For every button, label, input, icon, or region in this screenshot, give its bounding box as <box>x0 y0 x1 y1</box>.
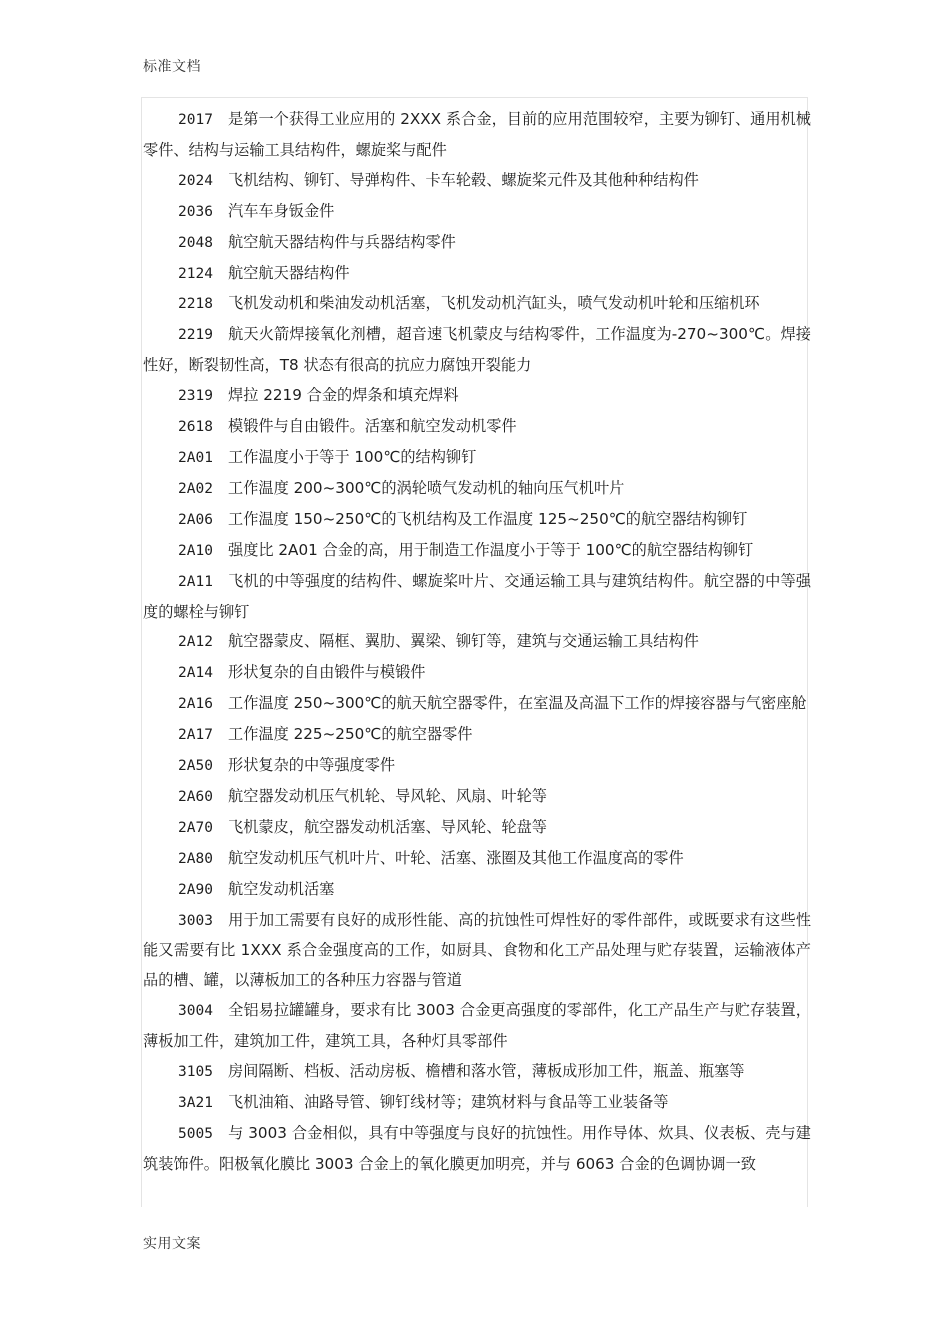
alloy-entry <box>143 751 811 782</box>
alloy-application: 航空发动机活塞 <box>228 879 335 898</box>
alloy-code: 2A17 <box>178 727 213 744</box>
alloy-code: 3003 <box>178 912 213 929</box>
alloy-application: 航空航天器结构件与兵器结构零件 <box>228 232 456 251</box>
alloy-code: 2A10 <box>178 542 213 559</box>
alloy-code: 2A50 <box>178 758 213 775</box>
alloy-application: 强度比 2A01 合金的高，用于制造工作温度小于等于 100℃的航空器结构铆钉 <box>228 540 754 559</box>
alloy-code: 2036 <box>178 203 213 220</box>
alloy-application: 工作温度小于等于 100℃的结构铆钉 <box>228 447 477 466</box>
alloy-code: 3105 <box>178 1064 213 1081</box>
alloy-code: 2024 <box>178 172 213 189</box>
alloy-code: 2A80 <box>178 850 213 867</box>
alloy-entry <box>143 689 811 720</box>
alloy-code: 2A60 <box>178 788 213 805</box>
alloy-entry <box>143 1119 811 1180</box>
alloy-application: 飞机的中等强度的结构件、螺旋桨叶片、交通运输工具与建筑结构件。航空器的中等强度的螺栓与铆钉 <box>143 571 811 621</box>
alloy-application: 飞机发动机和柴油发动机活塞，飞机发动机汽缸头，喷气发动机叶轮和压缩机环 <box>228 294 760 313</box>
alloy-application: 与 3003 合金相似，具有中等强度与良好的抗蚀性。用作导体、炊具、仪表板、壳与建筑装饰件。阳极氧化膜比 3003 合金上的氧化膜更加明亮，并与 6063 合金的色调协调一致 <box>143 1123 811 1173</box>
alloy-code: 2048 <box>178 234 213 251</box>
alloy-entry <box>143 1057 811 1088</box>
alloy-code: 2319 <box>178 388 213 405</box>
alloy-application: 焊拉 2219 合金的焊条和填充焊料 <box>228 386 459 405</box>
alloy-code: 2A11 <box>178 573 213 590</box>
alloy-entry <box>143 536 811 567</box>
alloy-application: 航空发动机压气机叶片、叶轮、活塞、涨圈及其他工作温度高的零件 <box>228 848 684 867</box>
page-footer: 实用文案 <box>143 1236 201 1252</box>
alloy-code: 2A06 <box>178 511 213 528</box>
alloy-entry <box>143 567 811 628</box>
alloy-code: 2218 <box>178 296 213 313</box>
alloy-code: 2A01 <box>178 449 213 466</box>
alloy-entry <box>143 906 811 997</box>
alloy-application: 工作温度 200~300℃的涡轮喷气发动机的轴向压气机叶片 <box>228 478 625 497</box>
alloy-entry <box>143 720 811 751</box>
alloy-entry <box>143 259 811 290</box>
alloy-code: 2017 <box>178 112 213 128</box>
alloy-code: 2A16 <box>178 696 213 713</box>
alloy-code: 2A14 <box>178 665 213 682</box>
alloy-code: 2A90 <box>178 881 213 898</box>
alloy-code: 2219 <box>178 327 213 344</box>
alloy-entry <box>143 320 811 381</box>
alloy-entry <box>143 105 811 166</box>
alloy-entry <box>143 996 811 1057</box>
alloy-application: 房间隔断、档板、活动房板、檐槽和落水管，薄板成形加工件，瓶盖、瓶塞等 <box>228 1062 745 1081</box>
alloy-application: 航空器蒙皮、隔框、翼肋、翼梁、铆钉等，建筑与交通运输工具结构件 <box>228 632 699 651</box>
alloy-entry <box>143 782 811 813</box>
alloy-code: 2A12 <box>178 634 213 651</box>
alloy-application: 工作温度 150~250℃的飞机结构及工作温度 125~250℃的航空器结构铆钉 <box>228 509 748 528</box>
alloy-entry <box>143 627 811 658</box>
alloy-entry <box>143 166 811 197</box>
alloy-code: 2124 <box>178 265 213 282</box>
alloy-application: 形状复杂的中等强度零件 <box>228 756 396 775</box>
alloy-code: 2618 <box>178 419 213 436</box>
alloy-entry <box>143 658 811 689</box>
alloy-entry <box>143 197 811 228</box>
alloy-entry <box>143 1088 811 1119</box>
page-header: 标准文档 <box>143 59 201 75</box>
alloy-entry <box>143 474 811 505</box>
alloy-application: 全铝易拉罐罐身，要求有比 3003 合金更高强度的零部件，化工产品生产与贮存装置，薄板加工件，建筑加工件，建筑工具，各种灯具零部件 <box>143 1001 811 1051</box>
alloy-code: 5005 <box>178 1125 213 1142</box>
alloy-application: 飞机蒙皮，航空器发动机活塞、导风轮、轮盘等 <box>228 817 547 836</box>
alloy-entry <box>143 813 811 844</box>
alloy-code: 2A70 <box>178 819 213 836</box>
alloy-entry <box>143 875 811 906</box>
alloy-application: 飞机油箱、油路导管、铆钉线材等；建筑材料与食品等工业装备等 <box>228 1093 669 1111</box>
alloy-application: 飞机结构、铆钉、导弹构件、卡车轮毂、螺旋桨元件及其他种种结构件 <box>228 170 699 189</box>
alloy-code: 3A21 <box>178 1095 213 1111</box>
alloy-entry <box>143 443 811 474</box>
alloy-application: 模锻件与自由锻件。活塞和航空发动机零件 <box>228 417 517 436</box>
alloy-application-list <box>143 105 811 1180</box>
alloy-entry <box>143 505 811 536</box>
alloy-application: 是第一个获得工业应用的 2XXX 系合金，目前的应用范围较窄，主要为铆钉、通用机械零件、结构与运输工具结构件，螺旋桨与配件 <box>143 110 811 159</box>
alloy-application: 工作温度 225~250℃的航空器零件 <box>228 725 473 744</box>
alloy-application: 航天火箭焊接氧化剂槽，超音速飞机蒙皮与结构零件，工作温度为-270~300℃。焊接性好，断裂韧性高，T8 状态有很高的抗应力腐蚀开裂能力 <box>143 325 811 375</box>
alloy-application: 汽车车身钣金件 <box>228 201 335 220</box>
alloy-entry <box>143 412 811 443</box>
alloy-application: 航空器发动机压气机轮、导风轮、风扇、叶轮等 <box>228 786 547 805</box>
alloy-entry <box>143 228 811 259</box>
alloy-application: 航空航天器结构件 <box>228 263 350 282</box>
alloy-entry <box>143 844 811 875</box>
alloy-application: 形状复杂的自由锻件与模锻件 <box>228 663 426 682</box>
alloy-entry <box>143 381 811 412</box>
alloy-code: 3004 <box>178 1003 213 1020</box>
alloy-code: 2A02 <box>178 480 213 497</box>
alloy-application: 用于加工需要有良好的成形性能、高的抗蚀性可焊性好的零件部件，或既要求有这些性能又需要有比 1XXX 系合金强度高的工作，如厨具、食物和化工产品处理与贮存装置，运输液体产品的槽、罐，以薄板加工的各种压力容器与管道 <box>143 910 811 990</box>
alloy-entry <box>143 289 811 320</box>
alloy-application: 工作温度 250~300℃的航天航空器零件，在室温及高温下工作的焊接容器与气密座舱 <box>228 694 807 713</box>
